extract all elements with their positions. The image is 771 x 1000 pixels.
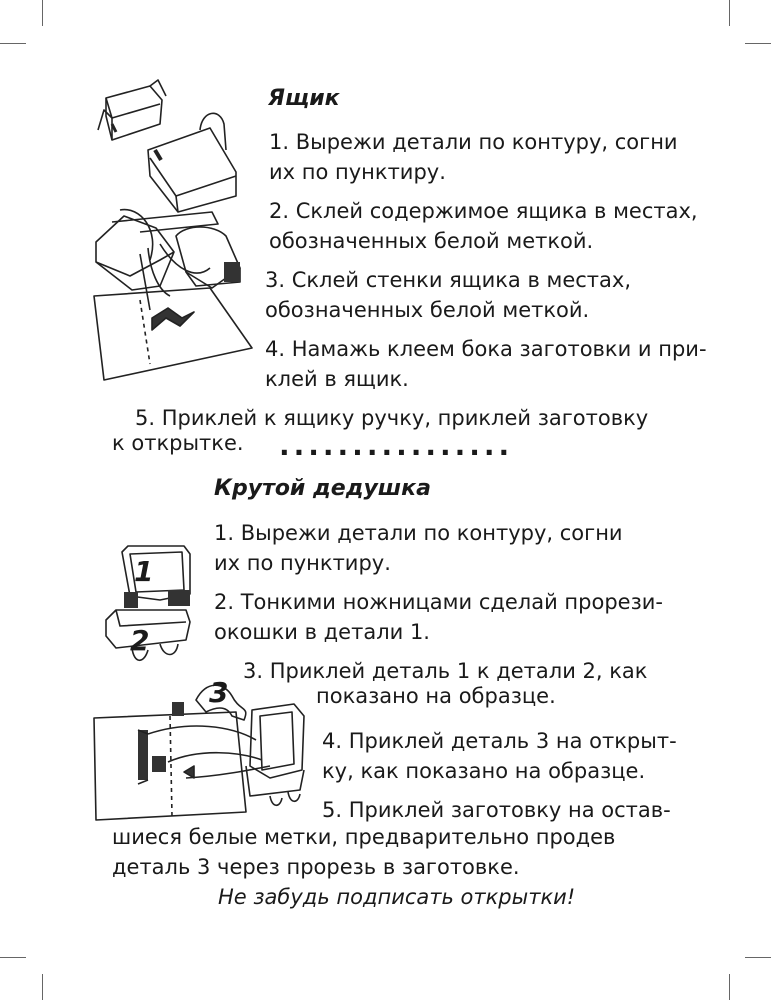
grandpa-step-2-line-1: 2. Тонкими ножницами сделай прорези- (214, 590, 663, 614)
box-assembly-illustration (148, 113, 236, 212)
part-label-2: 2 (130, 624, 150, 657)
grandpa-step-4-line-1: 4. Приклей деталь 3 на открыт- (322, 729, 677, 753)
grandpa-step-5-line-2: шиеся белые метки, предварительно продев (112, 825, 616, 849)
box-step-1-line-1: 1. Вырежи детали по контуру, согни (269, 130, 678, 154)
box-step-3-line-2: обозначенных белой меткой. (265, 298, 590, 322)
box-step-3-line-1: 3. Склей стенки ящика в местах, (265, 268, 632, 292)
section-separator: ................ (279, 429, 514, 462)
box-step-4-line-1: 4. Намажь клеем бока заготовки и при- (265, 337, 707, 361)
box-step-5-line-1: 5. Приклей к ящику ручку, приклей заготовку (135, 406, 649, 430)
section-title-grandpa: Крутой дедушка (214, 476, 431, 501)
part-label-3: 3 (209, 676, 229, 709)
box-part-illustration (98, 80, 166, 140)
grandpa-step-4-line-2: ку, как показано на образце. (322, 759, 646, 783)
box-step-1-line-2: их по пунктиру. (269, 160, 446, 184)
box-step-5-line-2: к открытке. (112, 431, 244, 455)
grandpa-step-2-line-2: окошки в детали 1. (214, 620, 430, 644)
grandpa-card-illustration (94, 685, 304, 820)
grandpa-step-5-line-1: 5. Приклей заготовку на остав- (322, 798, 671, 822)
grandpa-step-3-line-1: 3. Приклей деталь 1 к детали 2, как (243, 659, 648, 683)
box-step-2-line-2: обозначенных белой меткой. (269, 229, 594, 253)
reminder-note: Не забудь подписать открытки! (218, 885, 576, 909)
box-step-2-line-1: 2. Склей содержимое ящика в местах, (269, 199, 698, 223)
box-glue-illustration (94, 210, 252, 380)
grandpa-step-5-line-3: деталь 3 через прорезь в заготовке. (112, 855, 520, 879)
section-title-box: Ящик (268, 86, 340, 111)
grandpa-step-1-line-2: их по пунктиру. (214, 551, 391, 575)
part-label-1: 1 (134, 555, 154, 588)
grandpa-step-3-line-2: показано на образце. (316, 684, 556, 708)
grandpa-step-1-line-1: 1. Вырежи детали по контуру, согни (214, 521, 623, 545)
box-step-4-line-2: клей в ящик. (265, 367, 409, 391)
